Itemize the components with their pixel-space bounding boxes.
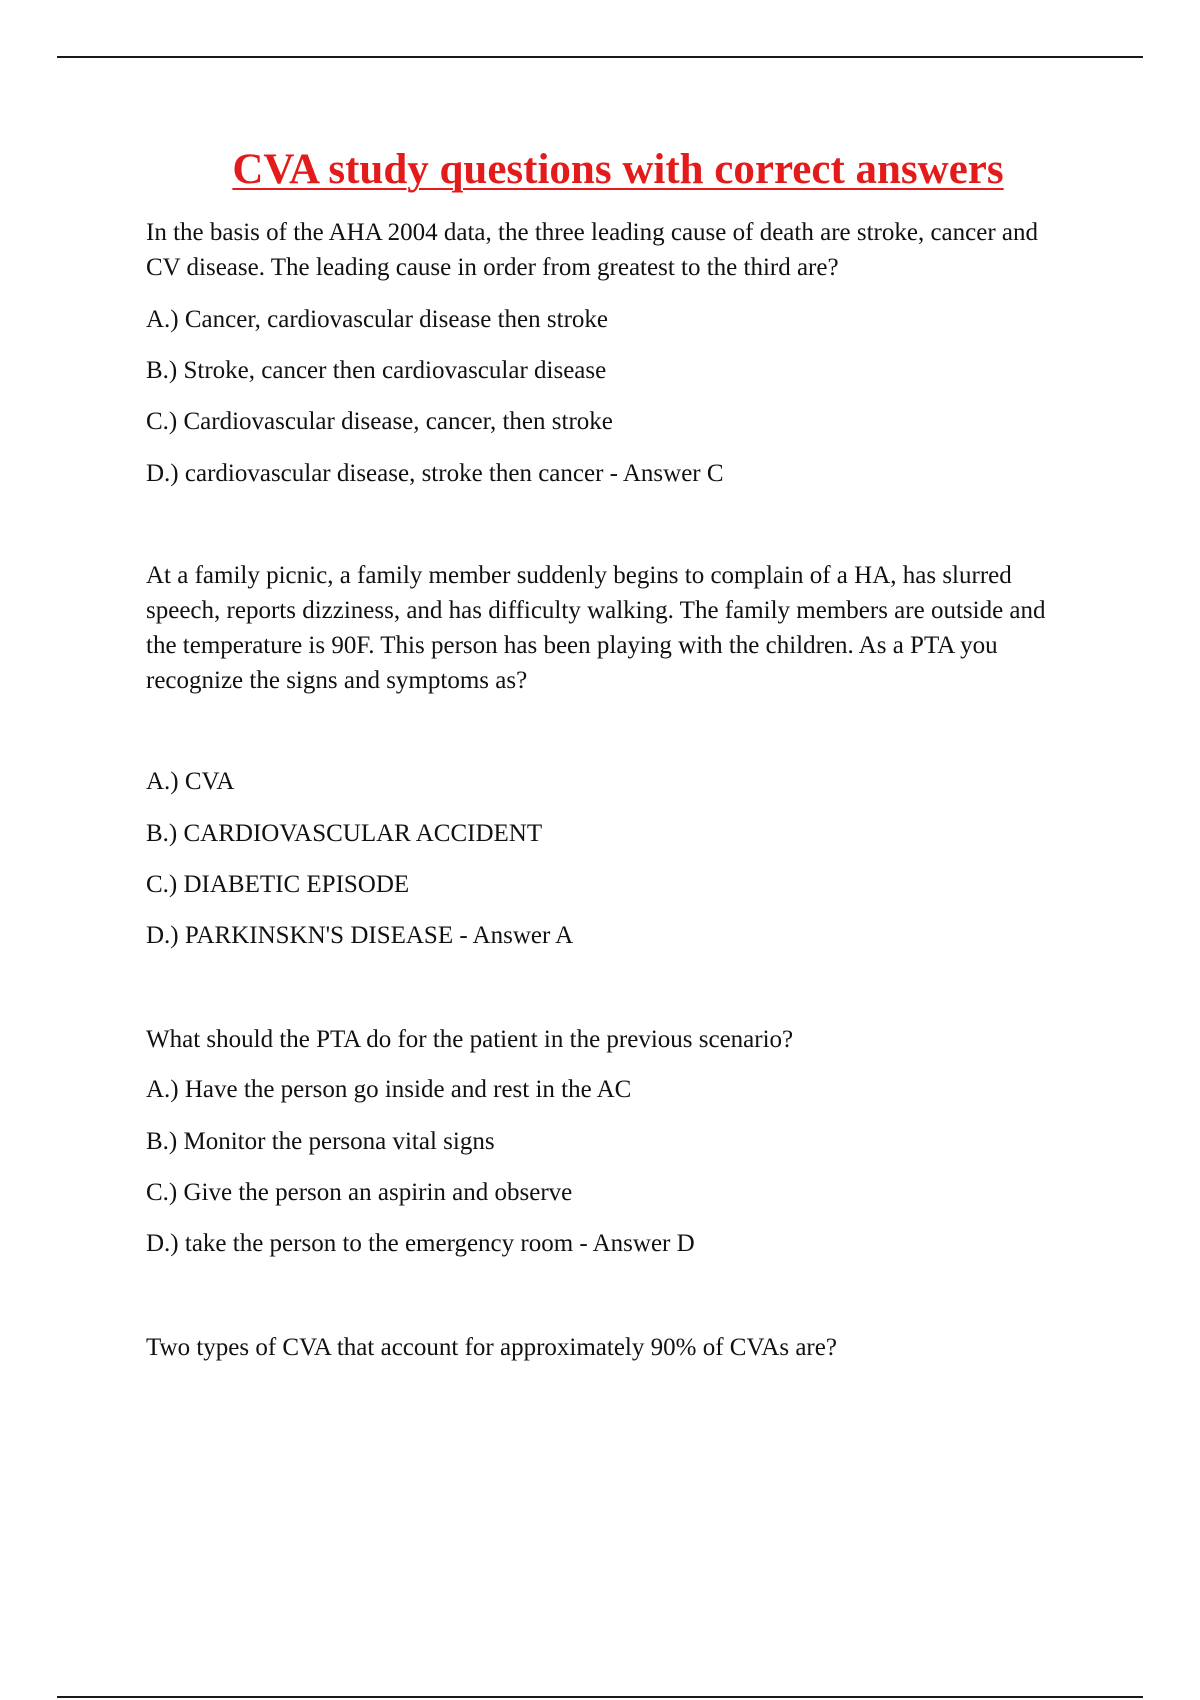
question-1-option-b: B.) Stroke, cancer then cardiovascular disease — [146, 357, 607, 384]
question-3-stem: What should the PTA do for the patient in the previous scenario? — [146, 1026, 794, 1053]
question-1-option-a: A.) Cancer, cardiovascular disease then stroke — [146, 306, 608, 333]
question-1-stem: In the basis of the AHA 2004 data, the three leading cause of death are stroke, cancer and CV disease. The leading cause in order from greatest to the third are? — [146, 219, 1039, 281]
question-2-option-b: B.) CARDIOVASCULAR ACCIDENT — [146, 820, 543, 847]
document-title: CVA study questions with correct answers — [232, 146, 1004, 193]
question-3-option-a: A.) Have the person go inside and rest in the AC — [146, 1076, 632, 1103]
question-4-stem: Two types of CVA that account for approximately 90% of CVAs are? — [146, 1334, 837, 1361]
question-2-option-d-answer: D.) PARKINSKN'S DISEASE - Answer A — [146, 922, 574, 949]
question-2-option-c: C.) DIABETIC EPISODE — [146, 871, 410, 898]
question-3-option-b: B.) Monitor the persona vital signs — [146, 1128, 495, 1155]
question-2-stem: At a family picnic, a family member suddenly begins to complain of a HA, has slurred speech, reports dizziness, and has difficulty walking. The family members are outside and the temperature is 90F. This person has been playing with the children. As a PTA you recognize the signs and symptoms as? — [146, 562, 1046, 694]
question-3-option-d-answer: D.) take the person to the emergency room - Answer D — [146, 1230, 695, 1257]
question-1-option-c: C.) Cardiovascular disease, cancer, then stroke — [146, 408, 613, 435]
question-3-option-c: C.) Give the person an aspirin and observe — [146, 1179, 573, 1206]
question-2-option-a: A.) CVA — [146, 768, 235, 795]
question-1-option-d-answer: D.) cardiovascular disease, stroke then cancer - Answer C — [146, 460, 724, 487]
header-rule — [57, 56, 1143, 58]
footer-rule — [57, 1696, 1143, 1698]
